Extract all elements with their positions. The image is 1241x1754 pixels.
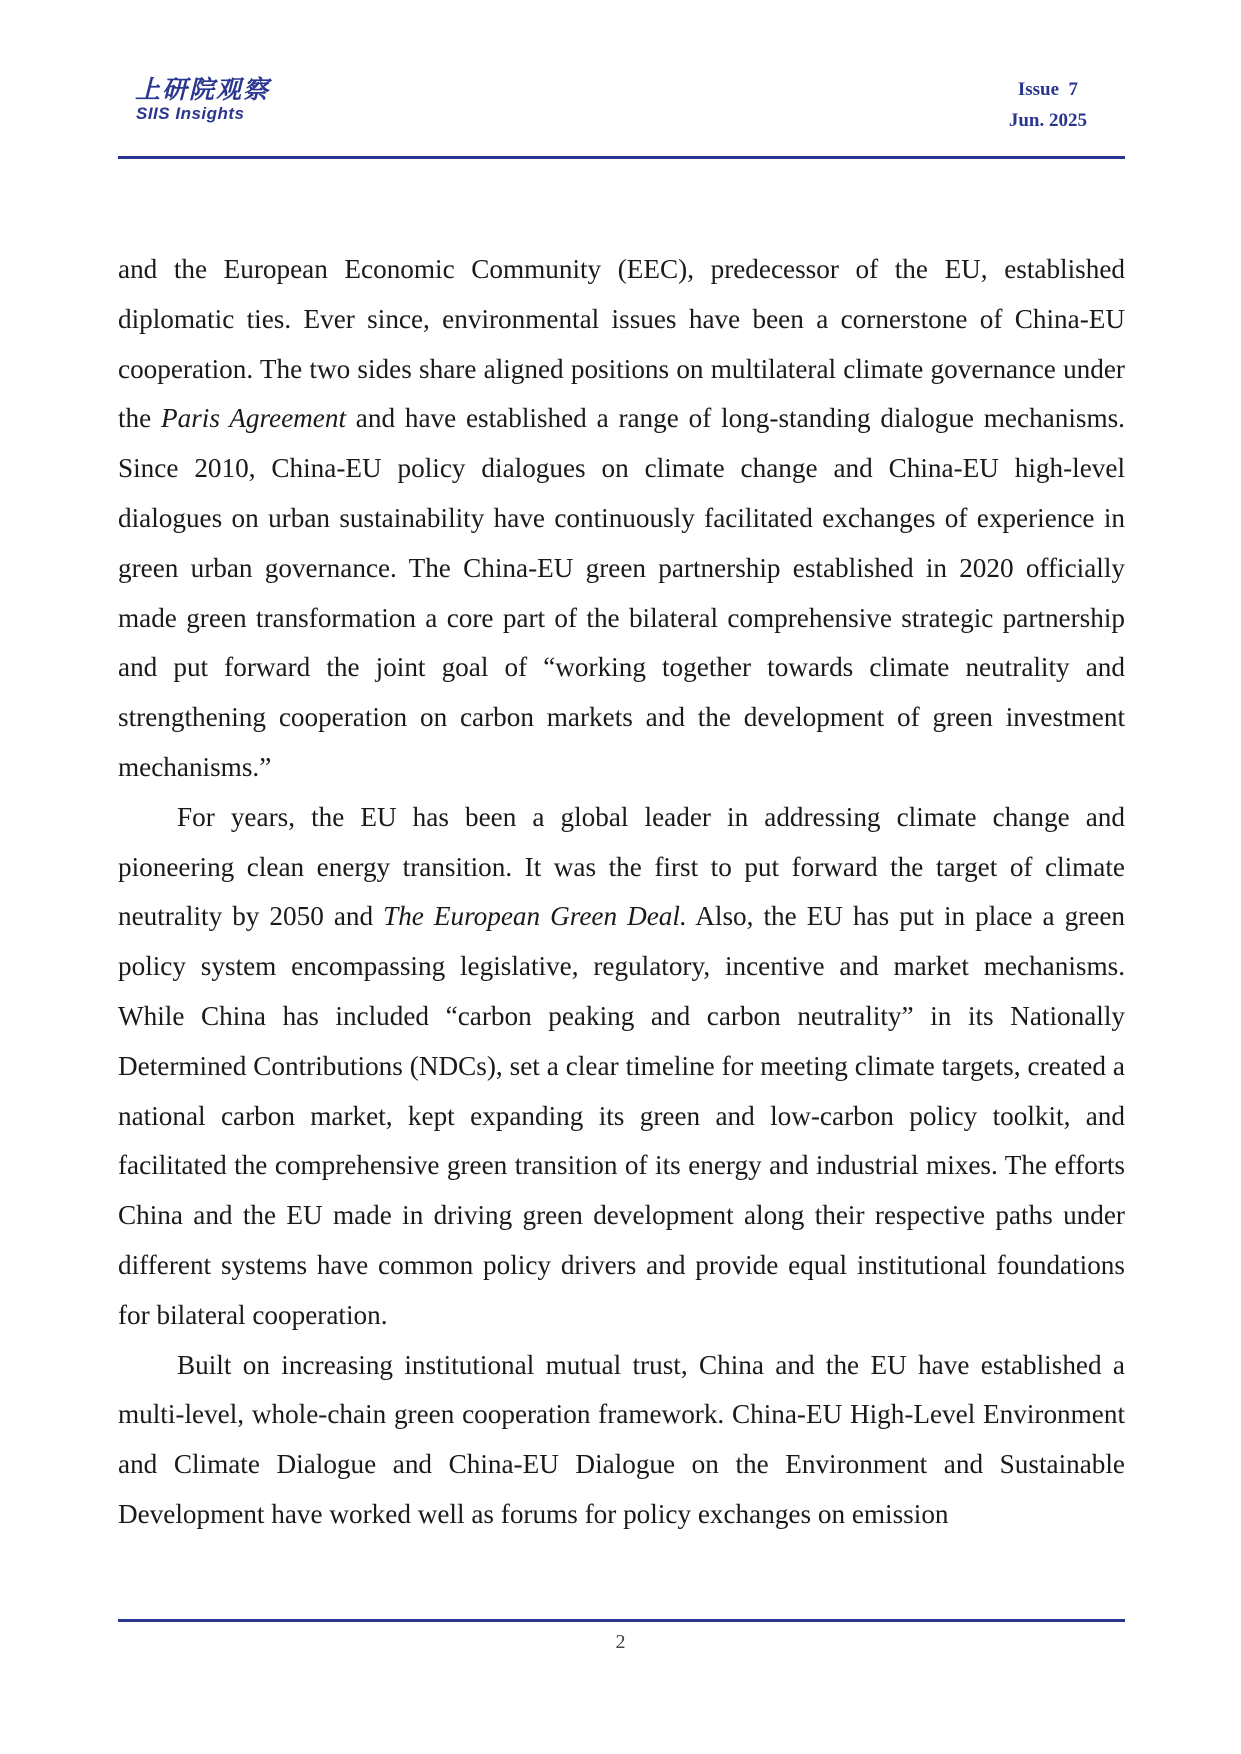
paragraph-2-italic: The European Green Deal. (383, 901, 687, 932)
paragraph-1-text-a: and the European Economic Community (EEC), predecessor of the EU, established diplomatic ties. Ever since, environmental issues have been a cornerstone of China-EU cooperation. The two sides share aligned positions on multilateral climate governance under the (118, 254, 1125, 434)
paragraph-2-text-b: Also, the EU has put in place a green policy system encompassing legislative, regulatory, incentive and market mechanisms. While China has included “carbon peaking and carbon neutrality” in its Nationally Determined Contributions (NDCs), set a clear timeline for meeting climate targets, created a national carbon market, kept expanding its green and low-carbon policy toolkit, and facilitated the comprehensive green transition of its energy and industrial mixes. The efforts China and the EU made in driving green development along their respective paths under different systems have common policy drivers and provide equal institutional foundations for bilateral cooperation. (118, 901, 1125, 1330)
header-rule (118, 156, 1125, 159)
paragraph-2-text-a: For years, the EU has been a global leader in addressing climate change and pioneering clean energy transition. It was the first to put forward the target of climate neutrality by 2050 and (118, 801, 1125, 932)
body-text (118, 245, 1125, 1540)
issue-number: Issue 7 (1017, 79, 1079, 100)
paragraph-3: Built on increasing institutional mutual trust, China and the EU have established a multi-level, whole-chain green cooperation framework. China-EU High-Level Environment and Climate Dialogue and China-EU Dialogue on the Environment and Sustainable Development have worked well as forums for policy exchanges on emission (118, 1349, 1125, 1529)
footer-rule (118, 1619, 1125, 1622)
paragraph-1-text-b: and have established a range of long-standing dialogue mechanisms. Since 2010, China-EU policy dialogues on climate change and China-EU high-level dialogues on urban sustainability have continuously facilitated exchanges of experience in green urban governance. The China-EU green partnership established in 2020 officially made green transformation a core part of the bilateral comprehensive strategic partnership and put forward the joint goal of “working together towards climate neutrality and strengthening cooperation on carbon markets and the development of green investment mechanisms.” (118, 403, 1125, 782)
paragraph-2 (118, 793, 1125, 1341)
header-meta (1009, 74, 1087, 136)
page-number: 2 (615, 1631, 626, 1653)
paragraph-1-italic: Paris Agreement (161, 403, 346, 434)
header-logo-en: SIIS Insights (136, 104, 245, 123)
header-logo-cn: 上研院观察 (135, 75, 271, 104)
paragraph-1 (118, 245, 1125, 793)
issue-date: Jun. 2025 (1008, 110, 1087, 131)
